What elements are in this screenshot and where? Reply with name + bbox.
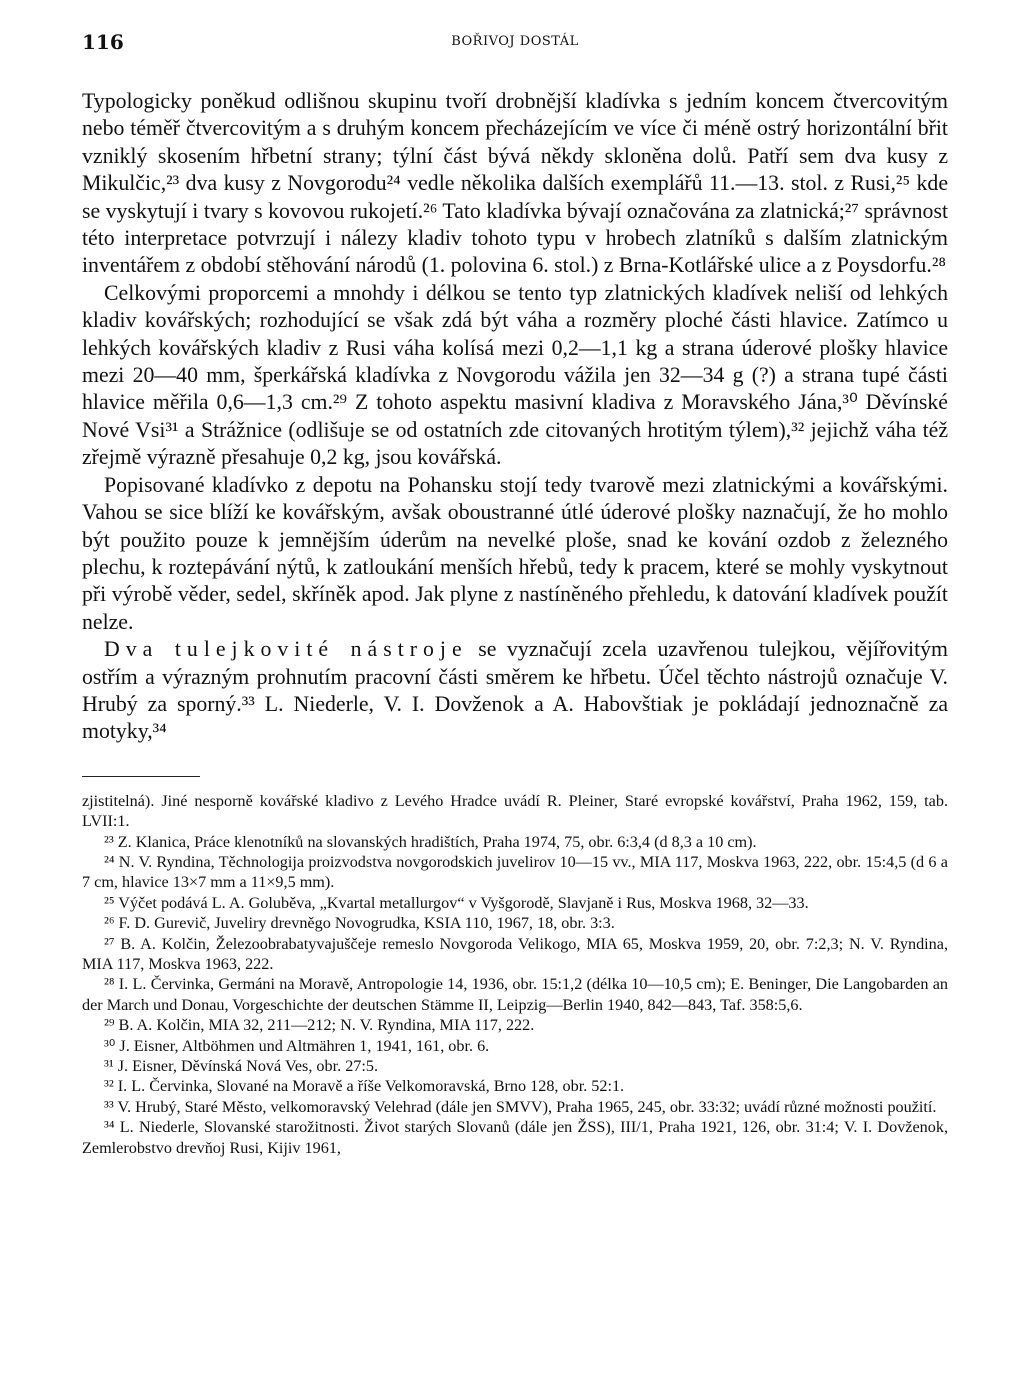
footnote: ³⁴ L. Niederle, Slovanské starožitnosti. Život starých Slovanů (dále jen ŽSS), III/1, Praha 1921, 126, obr. 31:4; V. I. Dovženok, Zemlerobstvo drevňoj Rusi, Kijiv 1961, bbox=[82, 1118, 948, 1157]
footnote-divider bbox=[82, 776, 200, 777]
footnote: ³⁰ J. Eisner, Altböhmen und Altmähren 1, 1941, 161, obr. 6. bbox=[104, 1036, 490, 1055]
footnote: ³¹ J. Eisner, Děvínská Nová Ves, obr. 27:5. bbox=[104, 1057, 379, 1076]
footnote: ²⁴ N. V. Ryndina, Těchnologija proizvodstva novgorodskich juvelirov 10—15 vv., MIA 117, Moskva 1963, 222, obr. 15:4,5 (d 6 a 7 cm, hlavice 13×7 mm a 11×9,5 mm). bbox=[82, 852, 948, 892]
footnote: ³² I. L. Červinka, Slované na Moravě a říše Velkomoravská, Brno 128, obr. 52:1. bbox=[104, 1077, 625, 1096]
footnote: ²⁶ F. D. Gurevič, Juveliry drevněgo Novogrudka, KSIA 110, 1967, 18, obr. 3:3. bbox=[104, 914, 615, 933]
footnote: zjistitelná). Jiné nesporně kovářské kladivo z Levého Hradce uvádí R. Pleiner, Staré evropské kovářství, Praha 1962, 159, tab. LVII:1. bbox=[82, 791, 948, 831]
footnote: ³³ V. Hrubý, Staré Město, velkomoravský Velehrad (dále jen SMVV), Praha 1965, 245, obr. 33:32; uvádí různé možnosti použití. bbox=[104, 1097, 937, 1116]
paragraph: Popisované kladívko z depotu na Pohansku stojí tedy tvarově mezi zlatnickými a kovářskými. Vahou se sice blíží ke kovářským, avšak oboustranné útlé úderové plošky naznačují, že ho mohlo být použito pouze k jemnějším úderům na nevelké ploše, snad ke kování ozdob z železného plechu, k roztepávání nýtů, k zatloukání menších hřebů, tedy k pracem, které se mohly vyskytnout při výrobě věder, sedel, skříněk apod. Jak plyne z nastíněného přehledu, k datování kladívek použít nelze. bbox=[82, 472, 948, 634]
footnote: ²⁸ I. L. Červinka, Germáni na Moravě, Antropologie 14, 1936, obr. 15:1,2 (délka 10—10,5 cm); E. Beninger, Die Langobarden an der March und Donau, Vorgeschichte der deutschen Stämme II, Leipzig—Berlin 1940, 842—843, Taf. 358:5,6. bbox=[82, 975, 948, 1014]
running-title: BOŘIVOJ DOSTÁL bbox=[451, 34, 579, 49]
footnote: ²⁵ Výčet podává L. A. Goluběva, „Kvartal metallurgov“ v Vyšgorodě, Slavjaně i Rus, Moskva 1968, 32—33. bbox=[104, 893, 809, 912]
spaced-emphasis: Dva tulejkovité nástroje bbox=[104, 637, 468, 662]
footnote: ²⁷ B. A. Kolčin, Železoobrabatyvajuščeje remeslo Novgoroda Velikogo, MIA 65, Moskva 1959, 20, obr. 7:2,3; N. V. Ryndina, MIA 117, Moskva 1963, 222. bbox=[82, 934, 948, 973]
footnote: ²³ Z. Klanica, Práce klenotníků na slovanských hradištích, Praha 1974, 75, obr. 6:3,4 (d 8,3 a 10 cm). bbox=[104, 832, 757, 851]
page-number: 116 bbox=[82, 30, 124, 54]
page-header bbox=[82, 30, 948, 64]
paragraph bbox=[82, 636, 948, 746]
footnotes bbox=[82, 791, 948, 1158]
main-text bbox=[82, 88, 948, 746]
paragraph-continuation: se vyznačují zcela uzavřenou tulejkou, vějířovitým ostřím a výrazným prohnutím pracovní části směrem ke hřbetu. Účel těchto nástrojů označuje V. Hrubý za sporný.³³ L. Niederle, V. I. Dovženok a A. Habovštiak je pokládají jednoznačně za motyky,³⁴ bbox=[82, 637, 948, 744]
page bbox=[82, 30, 948, 1158]
footnote: ²⁹ B. A. Kolčin, MIA 32, 211—212; N. V. Ryndina, MIA 117, 222. bbox=[104, 1016, 535, 1035]
paragraph: Typologicky poněkud odlišnou skupinu tvoří drobnější kladívka s jedním koncem čtvercovitým nebo téměř čtvercovitým a s druhým koncem přecházejícím ve více či méně ostrý horizontální břit vzniklý skosením hřbetní strany; týlní část bývá někdy skloněna dolů. Patří sem dva kusy z Mikulčic,²³ dva kusy z Novgorodu²⁴ vedle několika dalších exemplářů 11.—13. stol. z Rusi,²⁵ kde se vyskytují i tvary s kovovou rukojetí.²⁶ Tato kladívka bývají označována za zlatnická;²⁷ správnost této interpretace potvrzují i nálezy kladiv tohoto typu v hrobech zlatníků s dalším zlatnickým inventářem z období stěhování národů (1. polovina 6. stol.) z Brna-Kotlářské ulice a z Poysdorfu.²⁸ bbox=[82, 89, 948, 278]
paragraph: Celkovými proporcemi a mnohdy i délkou se tento typ zlatnických kladívek neliší od lehkých kladiv kovářských; rozhodující se však zdá být váha a rozměry ploché části hlavice. Zatímco u lehkých kovářských kladiv z Rusi váha kolísá mezi 0,2—1,1 kg a strana úderové plošky hlavice mezi 20—40 mm, šperkářská kladívka z Novgorodu vážila jen 32—34 g (?) a strana tupé části hlavice měřila 0,6—1,3 cm.²⁹ Z tohoto aspektu masivní kladiva z Moravského Jána,³⁰ Děvínské Nové Vsi³¹ a Strážnice (odlišuje se od ostatních zde citovaných hrotitým týlem),³² jejichž váha též zřejmě výrazně přesahuje 0,2 kg, jsou kovářská. bbox=[82, 280, 948, 470]
